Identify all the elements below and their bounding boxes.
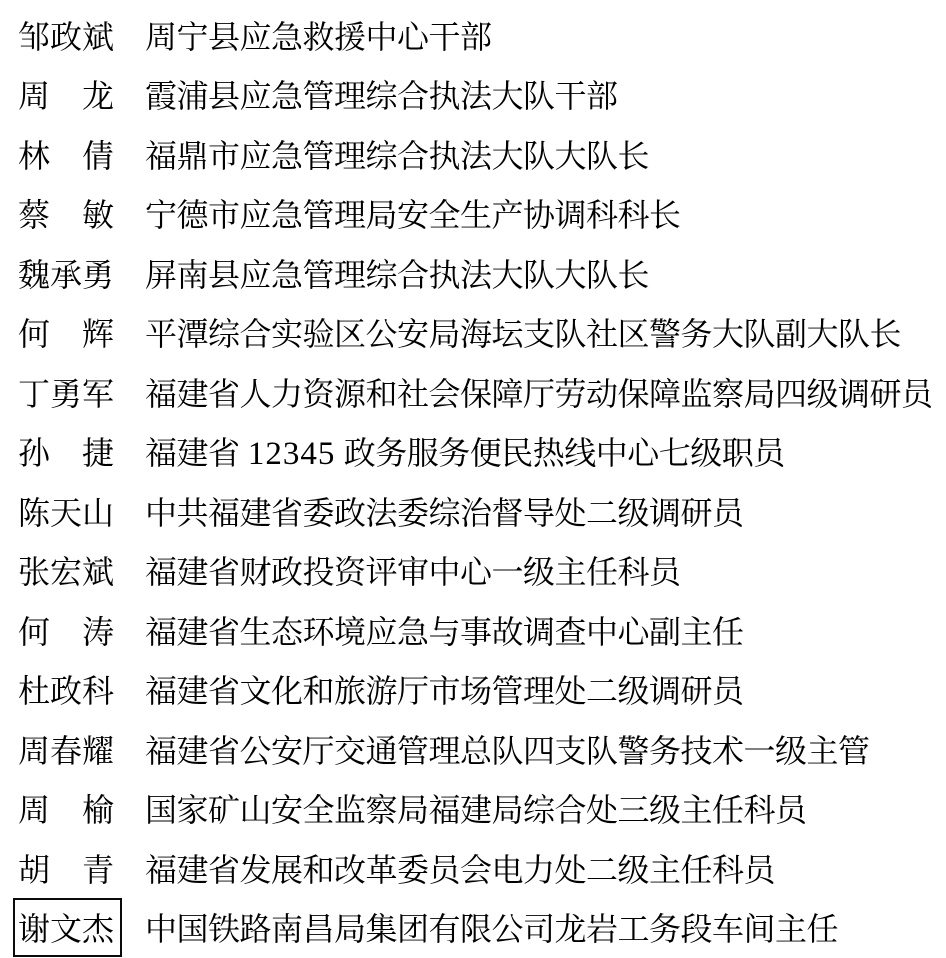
list-item bbox=[18, 422, 946, 482]
person-name: 何 辉 bbox=[18, 316, 115, 353]
list-item bbox=[18, 838, 946, 898]
person-name: 杜政科 bbox=[18, 673, 115, 710]
list-item bbox=[18, 481, 946, 541]
list-item bbox=[18, 541, 946, 601]
list-item bbox=[18, 303, 946, 363]
list-item bbox=[18, 362, 946, 422]
person-name: 林 倩 bbox=[18, 137, 115, 174]
person-position: 霞浦县应急管理综合执法大队干部 bbox=[145, 78, 618, 115]
person-position: 周宁县应急救援中心干部 bbox=[145, 18, 492, 55]
person-position: 国家矿山安全监察局福建局综合处三级主任科员 bbox=[145, 792, 807, 829]
person-name: 周 龙 bbox=[18, 78, 115, 115]
person-position: 福建省发展和改革委员会电力处二级主任科员 bbox=[145, 851, 776, 888]
person-position: 福建省人力资源和社会保障厅劳动保障监察局四级调研员 bbox=[145, 375, 933, 412]
person-name: 陈天山 bbox=[18, 494, 115, 531]
person-position: 中国铁路南昌局集团有限公司龙岩工务段车间主任 bbox=[145, 911, 839, 948]
person-position: 福建省公安厅交通管理总队四支队警务技术一级主管 bbox=[145, 732, 870, 769]
list-item bbox=[18, 124, 946, 184]
list-item bbox=[18, 719, 946, 779]
person-name: 蔡 敏 bbox=[18, 197, 115, 234]
person-position: 平潭综合实验区公安局海坛支队社区警务大队副大队长 bbox=[145, 316, 902, 353]
list-item bbox=[18, 243, 946, 303]
person-position: 福建省生态环境应急与事故调查中心副主任 bbox=[145, 613, 744, 650]
person-name-boxed: 谢文杰 bbox=[13, 898, 122, 957]
list-item bbox=[18, 184, 946, 244]
person-name: 张宏斌 bbox=[18, 554, 115, 591]
person-position: 福鼎市应急管理综合执法大队大队长 bbox=[145, 137, 650, 174]
person-name: 魏承勇 bbox=[18, 256, 115, 293]
person-name: 孙 捷 bbox=[18, 435, 115, 472]
list-item bbox=[18, 898, 946, 958]
person-name: 邹政斌 bbox=[18, 18, 115, 55]
list-item bbox=[18, 660, 946, 720]
person-name: 周 榆 bbox=[18, 792, 115, 829]
list-item bbox=[18, 779, 946, 839]
list-item bbox=[18, 5, 946, 65]
person-name: 何 涛 bbox=[18, 613, 115, 650]
list-item bbox=[18, 65, 946, 125]
person-position: 屏南县应急管理综合执法大队大队长 bbox=[145, 256, 650, 293]
person-name: 周春耀 bbox=[18, 732, 115, 769]
person-position: 宁德市应急管理局安全生产协调科科长 bbox=[145, 197, 681, 234]
person-name: 丁勇军 bbox=[18, 375, 115, 412]
person-position: 福建省财政投资评审中心一级主任科员 bbox=[145, 554, 681, 591]
person-position: 福建省文化和旅游厅市场管理处二级调研员 bbox=[145, 673, 744, 710]
person-position: 福建省 12345 政务服务便民热线中心七级职员 bbox=[145, 435, 785, 473]
person-name: 胡 青 bbox=[18, 851, 115, 888]
person-position: 中共福建省委政法委综治督导处二级调研员 bbox=[145, 494, 744, 531]
list-item bbox=[18, 600, 946, 660]
